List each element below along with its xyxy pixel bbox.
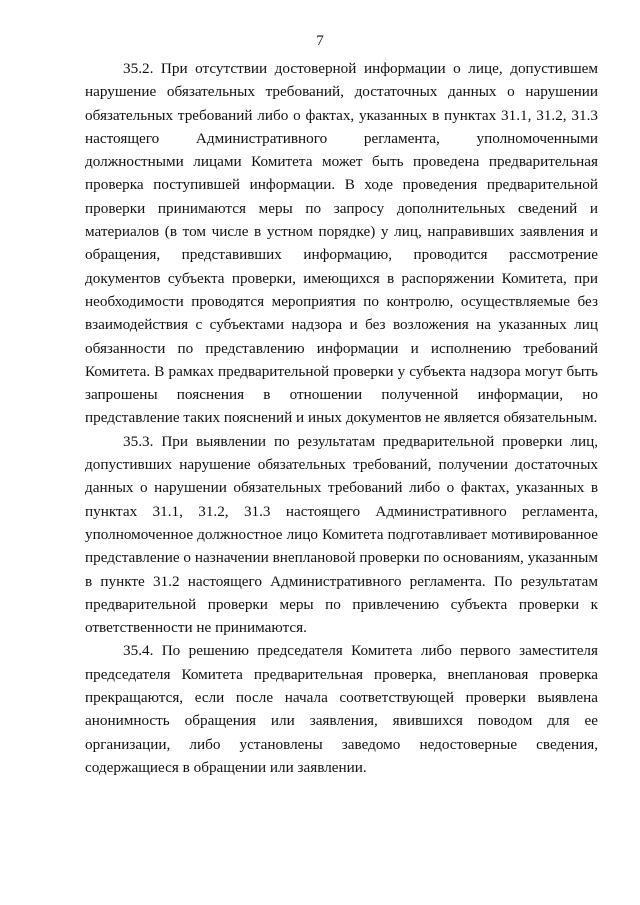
paragraph-35-4: 35.4. По решению председателя Комитета либо первого заместителя председателя Комитета предварительная проверка, внеплановая проверка прекращаются, если после начала соответствующей проверки выявлена анонимность обращения или заявления, явившихся поводом для ее организации, либо установлены заведомо недостоверные сведения, содержащиеся в обращении или заявлении. [85, 642, 598, 776]
paragraph-35-2: 35.2. При отсутствии достоверной информации о лице, допустившем нарушение обязательных требований, достаточных данных о нарушении обязательных требований либо о фактах, указанных в пунктах 31.1, 31.2, 31.3 настоящего Административного регламента, уполномоченными должностными лицами Комитета может быть проведена предварительная проверка поступившей информации. В ходе проведения предварительной проверки принимаются меры по запросу дополнительных сведений и материалов (в том числе в устном порядке) у лиц, направивших заявления и обращения, представивших информацию, проводится рассмотрение документов субъекта проверки, имеющихся в распоряжении Комитета, при необходимости проводятся мероприятия по контролю, осуществляемые без взаимодействия с субъектами надзора и без возложения на указанных лиц обязанности по представлению информации и исполнению требований Комитета. В рамках предварительной проверки у субъекта надзора могут быть запрошены пояснения в отношении полученной информации, но представление таких пояснений и иных документов не является обязательным. [85, 60, 598, 427]
page-number: 7 [316, 33, 324, 49]
document-body [85, 57, 598, 779]
paragraph-35-3: 35.3. При выявлении по результатам предварительной проверки лиц, допустивших нарушение обязательных требований, получении достаточных данных о нарушении обязательных требований либо о фактах, указанных в пунктах 31.1, 31.2, 31.3 настоящего Административного регламента, уполномоченное должностное лицо Комитета подготавливает мотивированное представление о назначении внеплановой проверки по основаниям, указанным в пункте 31.2 настоящего Административного регламента. По результатам предварительной проверки меры по привлечению субъекта проверки к ответственности не принимаются. [85, 432, 598, 637]
